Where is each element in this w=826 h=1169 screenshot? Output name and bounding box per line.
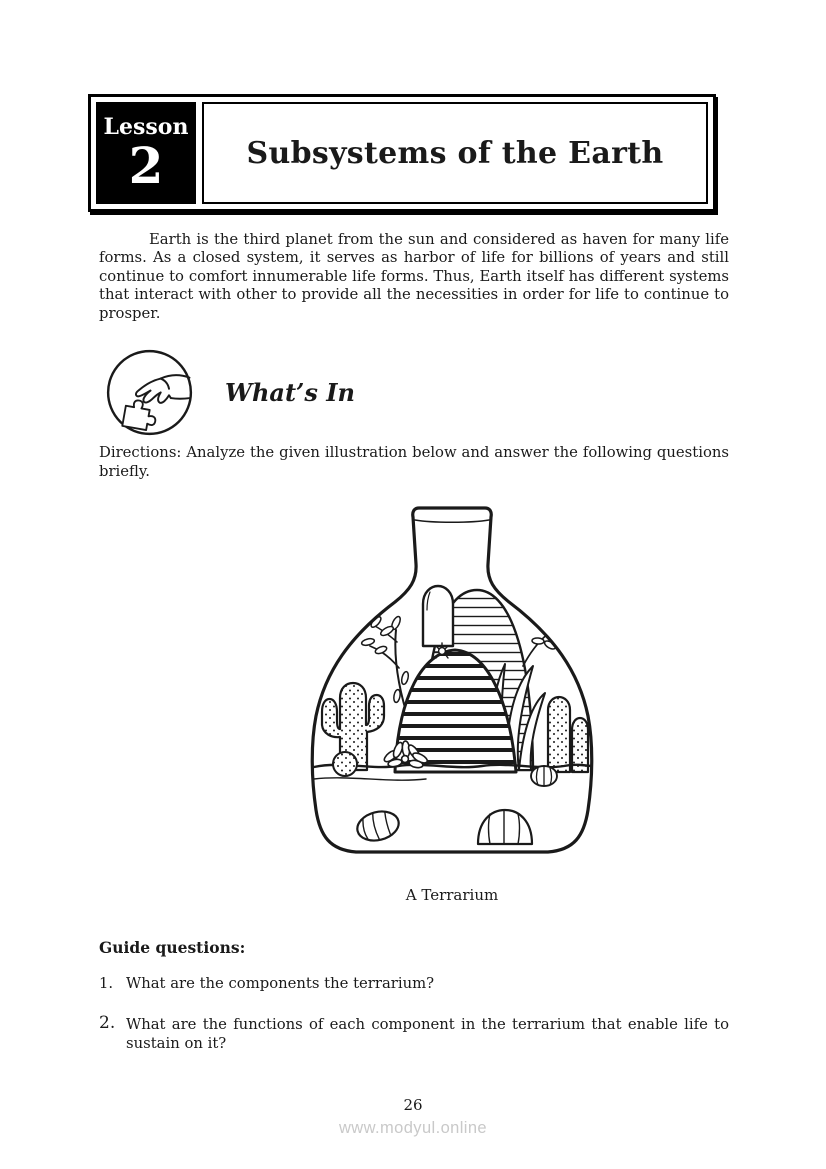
- whats-in-heading: What’s In: [225, 378, 355, 407]
- lesson-label: Lesson: [103, 114, 189, 141]
- guide-questions-heading: Guide questions:: [99, 938, 246, 957]
- guide-question-item: [99, 974, 729, 993]
- lesson-number: 2: [128, 135, 164, 195]
- figure-caption: A Terrarium: [405, 886, 499, 904]
- terrarium-figure: [292, 504, 612, 904]
- intro-paragraph: Earth is the third planet from the sun and considered as haven for many life forms. As a closed system, it serves as harbor of life for billions of years and still continue to comfort innumerable life forms. Thus, Earth itself has different systems that interact with other to provide all the necessities in order for life to continue to prosper.: [99, 231, 729, 322]
- question-text: What are the components the terrarium?: [126, 975, 435, 992]
- question-number: 2.: [99, 1013, 116, 1033]
- directions-text: Directions: Analyze the given illustration below and answer the following questions briefly.: [99, 444, 729, 480]
- watermark: www.modyul.online: [338, 1119, 488, 1137]
- hand-puzzle-icon: [103, 346, 196, 439]
- whats-in-section: [103, 346, 355, 439]
- terrarium-illustration: [292, 504, 612, 860]
- page-number: 26: [403, 1096, 423, 1114]
- question-text: What are the functions of each component in the terrarium that enable life to sustain on it?: [126, 1016, 729, 1052]
- lesson-title-box: [202, 102, 708, 204]
- guide-question-item: [99, 1015, 729, 1053]
- lesson-title: Subsystems of the Earth: [246, 135, 664, 171]
- lesson-badge: [96, 102, 196, 204]
- lesson-header: [88, 94, 716, 212]
- question-number: 1.: [99, 975, 114, 992]
- guide-questions-list: [99, 974, 729, 1075]
